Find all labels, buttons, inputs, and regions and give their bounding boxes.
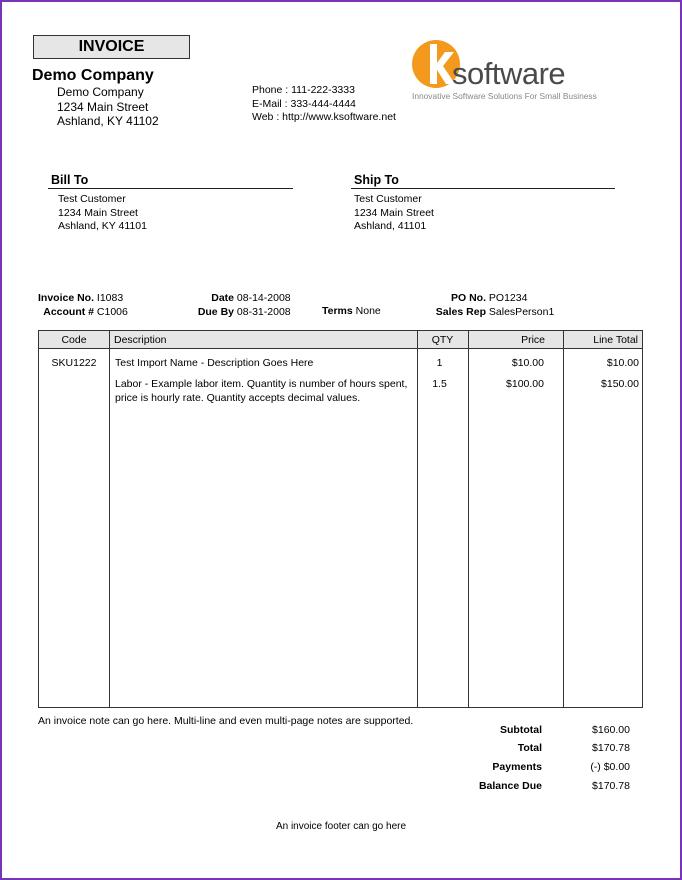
invoice-note: An invoice note can go here. Multi-line and even multi-page notes are supported. [38, 715, 414, 727]
invoice-no-value: I1083 [96, 292, 124, 304]
account-label: Account # [43, 305, 94, 318]
bill-to-title: Bill To [48, 173, 293, 189]
invoice-footer: An invoice footer can go here [275, 821, 407, 832]
header-code: Code [39, 331, 109, 349]
terms [322, 305, 381, 319]
web-text: Web : http://www.ksoftware.net [252, 111, 396, 123]
meta-right [422, 292, 554, 319]
row-qty: 1 [436, 357, 443, 369]
bill-to-address [58, 193, 147, 234]
header-price: Price [468, 331, 563, 349]
logo-word: software [452, 56, 566, 91]
company-address-line: 1234 Main Street [57, 99, 149, 114]
terms-label: Terms [322, 305, 353, 317]
row-qty: 1.5 [432, 378, 447, 390]
po-value: PO1234 [488, 292, 528, 304]
ship-to-line: 1234 Main Street [354, 206, 434, 219]
row-code: SKU1222 [51, 357, 97, 369]
bill-to-line: Test Customer [58, 193, 126, 205]
logo-tagline: Innovative Software Solutions For Small Business [412, 91, 597, 101]
row-description: Test Import Name - Description Goes Here [115, 357, 314, 369]
company-address-line: Demo Company [57, 85, 144, 99]
due-label: Due By [197, 305, 234, 318]
ship-to-line: Ashland, 41101 [354, 220, 427, 232]
ship-to-title: Ship To [351, 173, 615, 189]
ship-to-address [354, 193, 434, 234]
payments-label: Payments [492, 761, 542, 773]
phone-text: Phone : 111-222-3333 [252, 84, 355, 96]
meta-dates [182, 292, 291, 319]
email-text: E-Mail : 333-444-4444 [252, 97, 356, 110]
date-value: 08-14-2008 [236, 292, 291, 304]
sales-rep-value: SalesPerson1 [488, 305, 555, 318]
total-value: $170.78 [592, 742, 630, 754]
account-value: C1006 [96, 305, 128, 318]
bill-to-line: Ashland, KY 41101 [58, 220, 147, 232]
header-description: Description [109, 331, 417, 349]
header-line-total: Line Total [563, 331, 642, 349]
company-address-line: Ashland, KY 41102 [57, 114, 159, 128]
ksoftware-logo [412, 36, 602, 106]
row-line-total: $10.00 [606, 357, 639, 369]
row-price: $100.00 [506, 378, 544, 390]
invoice-no-label: Invoice No. [37, 292, 94, 304]
sales-rep-label: Sales Rep [435, 305, 486, 318]
terms-value: None [355, 305, 381, 317]
payments-value: (-) $0.00 [590, 761, 630, 773]
header-qty: QTY [417, 331, 468, 349]
row-price: $10.00 [511, 357, 544, 369]
balance-due-value: $170.78 [592, 780, 630, 792]
meta-left [32, 292, 128, 319]
company-address [57, 85, 159, 129]
bill-to-line: 1234 Main Street [58, 206, 138, 219]
company-name: Demo Company [32, 67, 154, 84]
total-label: Total [517, 742, 542, 754]
line-items-table [38, 330, 643, 708]
po-label: PO No. [450, 292, 486, 304]
subtotal-value: $160.00 [592, 724, 630, 736]
row-description: Labor - Example labor item. Quantity is number of hours spent, price is hourly rate. Quantity accepts decimal values. [115, 378, 408, 404]
column-divider [109, 331, 110, 707]
due-value: 08-31-2008 [236, 305, 291, 318]
ship-to-line: Test Customer [354, 193, 422, 205]
date-label: Date [211, 292, 234, 304]
company-contact [252, 84, 396, 125]
row-line-total: $150.00 [601, 378, 639, 390]
balance-due-label: Balance Due [478, 780, 542, 792]
subtotal-label: Subtotal [500, 724, 542, 736]
invoice-title: INVOICE [33, 35, 190, 59]
